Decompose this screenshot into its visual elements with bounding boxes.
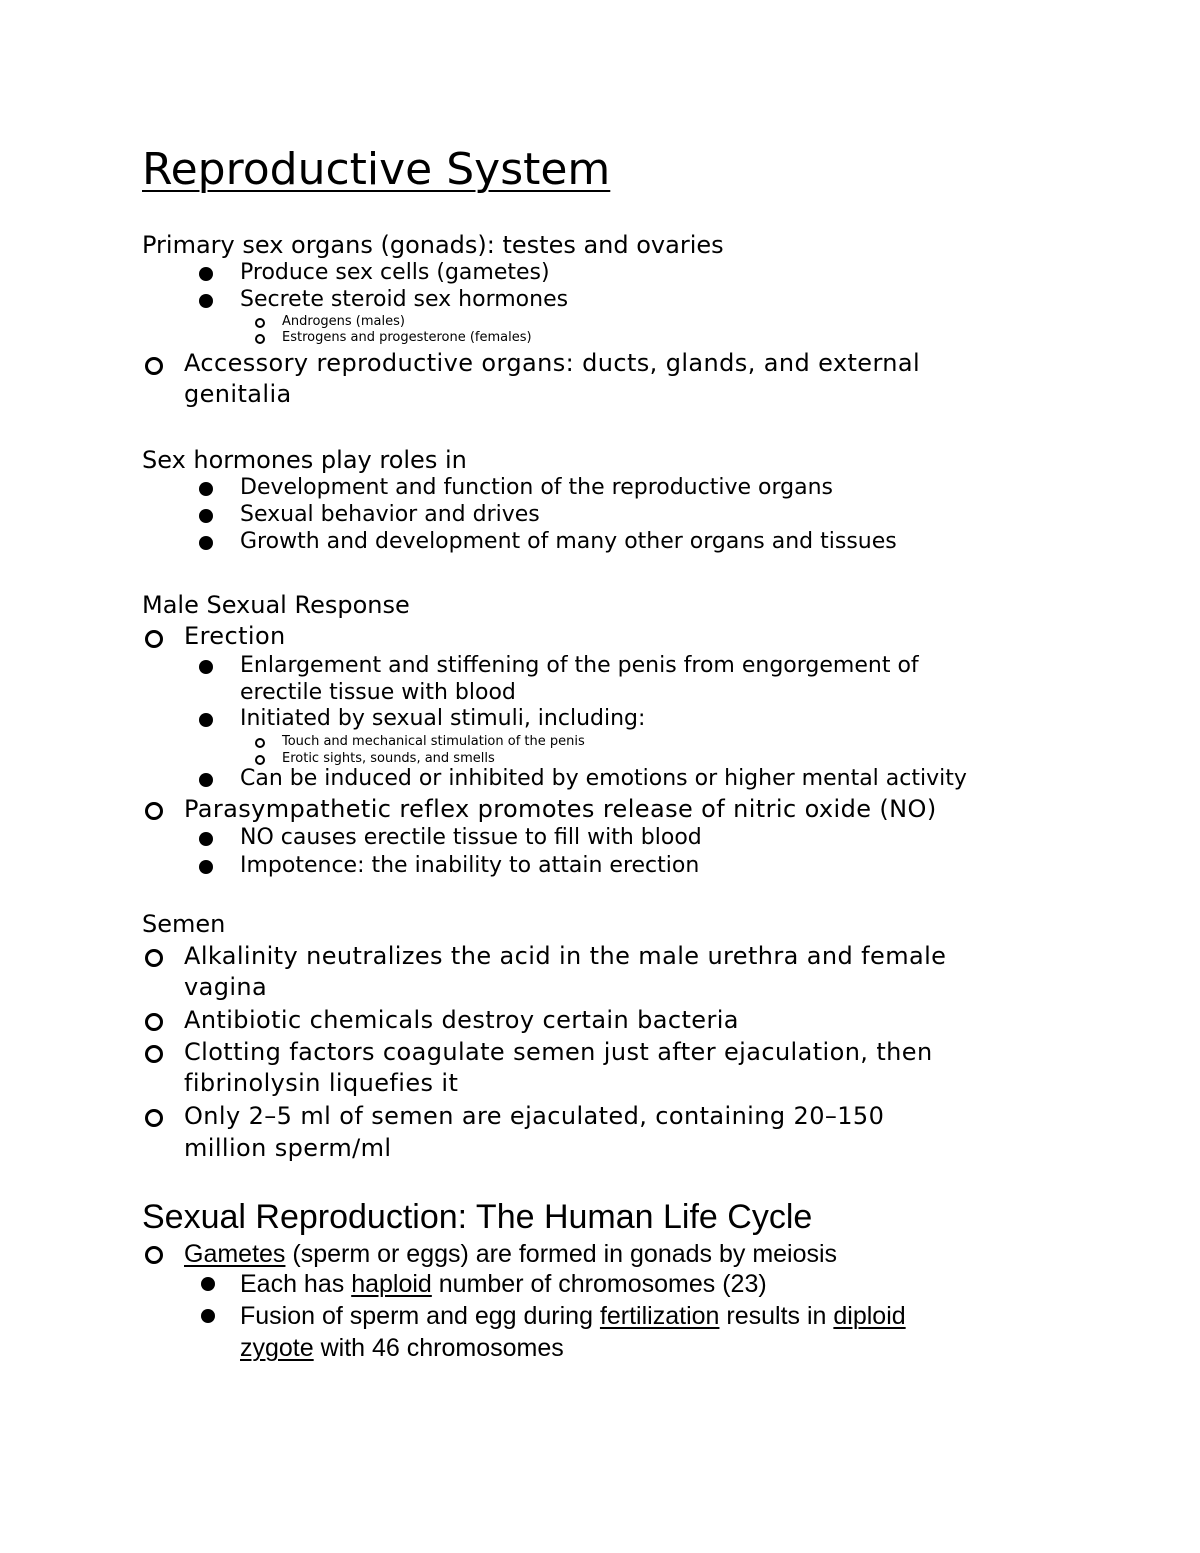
list-item: Sexual behavior and drives [240, 502, 540, 527]
list-item: Accessory reproductive organs: ducts, glands, and external [184, 349, 921, 377]
list-item: Parasympathetic reflex promotes release of nitric oxide (NO) [184, 795, 937, 823]
ring-bullet-icon [145, 949, 163, 967]
list-item: Androgens (males) [282, 314, 405, 329]
list-item: Enlargement and stiffening of the penis from engorgement of [240, 653, 919, 678]
text-span: number of chromosomes (23) [431, 1270, 767, 1298]
list-item [240, 1268, 767, 1300]
ring-bullet-icon [255, 738, 265, 748]
ring-bullet-icon [255, 334, 265, 344]
ring-bullet-icon [145, 357, 163, 375]
list-item: Alkalinity neutralizes the acid in the male urethra and female [184, 942, 947, 970]
semen-heading: Semen [142, 910, 226, 938]
list-item: Estrogens and progesterone (females) [282, 330, 532, 345]
list-item: Initiated by sexual stimuli, including: [240, 706, 646, 731]
list-item: Can be induced or inhibited by emotions or higher mental activity [240, 766, 967, 791]
list-item: Erection [184, 622, 286, 650]
list-item: NO causes erectile tissue to fill with blood [240, 825, 702, 850]
text-span: Fusion of sperm and egg during [240, 1302, 600, 1330]
filled-bullet-icon [199, 509, 213, 523]
ring-bullet-icon [145, 802, 163, 820]
list-item-continuation: vagina [184, 973, 268, 1001]
list-item-continuation: genitalia [184, 380, 292, 408]
list-item: Only 2–5 ml of semen are ejaculated, containing 20–150 [184, 1102, 885, 1130]
list-item: Touch and mechanical stimulation of the penis [282, 734, 585, 749]
filled-bullet-icon [199, 832, 213, 846]
filled-bullet-icon [199, 713, 213, 727]
list-item: Growth and development of many other organs and tissues [240, 529, 897, 554]
primary-heading: Primary sex organs (gonads): testes and ovaries [142, 231, 724, 259]
filled-bullet-icon [201, 1309, 215, 1323]
filled-bullet-icon [199, 773, 213, 787]
filled-bullet-icon [199, 267, 213, 281]
filled-bullet-icon [199, 482, 213, 496]
list-item: Erotic sights, sounds, and smells [282, 751, 495, 766]
list-item: Clotting factors coagulate semen just after ejaculation, then [184, 1038, 933, 1066]
list-item: Development and function of the reproductive organs [240, 475, 833, 500]
diploid-term: diploid [833, 1302, 906, 1330]
hormones-heading: Sex hormones play roles in [142, 446, 467, 474]
list-item: Impotence: the inability to attain erection [240, 853, 700, 878]
lifecycle-heading: Sexual Reproduction: The Human Life Cycle [142, 1198, 813, 1236]
ring-bullet-icon [255, 318, 265, 328]
zygote-term: zygote [240, 1334, 314, 1362]
ring-bullet-icon [145, 1045, 163, 1063]
text-span: results in [719, 1302, 834, 1330]
list-item-continuation: fibrinolysin liquefies it [184, 1069, 459, 1097]
list-item: Antibiotic chemicals destroy certain bacteria [184, 1006, 739, 1034]
text-span: with 46 chromosomes [313, 1334, 564, 1362]
list-item-continuation [240, 1332, 564, 1364]
list-item [184, 1238, 837, 1270]
list-item: Produce sex cells (gametes) [240, 260, 550, 285]
male-heading: Male Sexual Response [142, 591, 410, 619]
ring-bullet-icon [145, 1013, 163, 1031]
filled-bullet-icon [199, 660, 213, 674]
ring-bullet-icon [145, 1246, 163, 1264]
list-item-continuation: million sperm/ml [184, 1134, 392, 1162]
ring-bullet-icon [255, 755, 265, 765]
filled-bullet-icon [199, 860, 213, 874]
page-title: Reproductive System [142, 144, 611, 195]
gametes-text: (sperm or eggs) are formed in gonads by meiosis [285, 1240, 838, 1268]
text-span: Each has [240, 1270, 352, 1298]
filled-bullet-icon [201, 1277, 215, 1291]
list-item-continuation: erectile tissue with blood [240, 680, 516, 705]
list-item [240, 1300, 906, 1332]
haploid-term: haploid [351, 1270, 432, 1298]
ring-bullet-icon [145, 630, 163, 648]
list-item: Secrete steroid sex hormones [240, 287, 569, 312]
fertilization-term: fertilization [599, 1302, 720, 1330]
ring-bullet-icon [145, 1109, 163, 1127]
filled-bullet-icon [199, 294, 213, 308]
filled-bullet-icon [199, 536, 213, 550]
gametes-term: Gametes [184, 1240, 286, 1268]
